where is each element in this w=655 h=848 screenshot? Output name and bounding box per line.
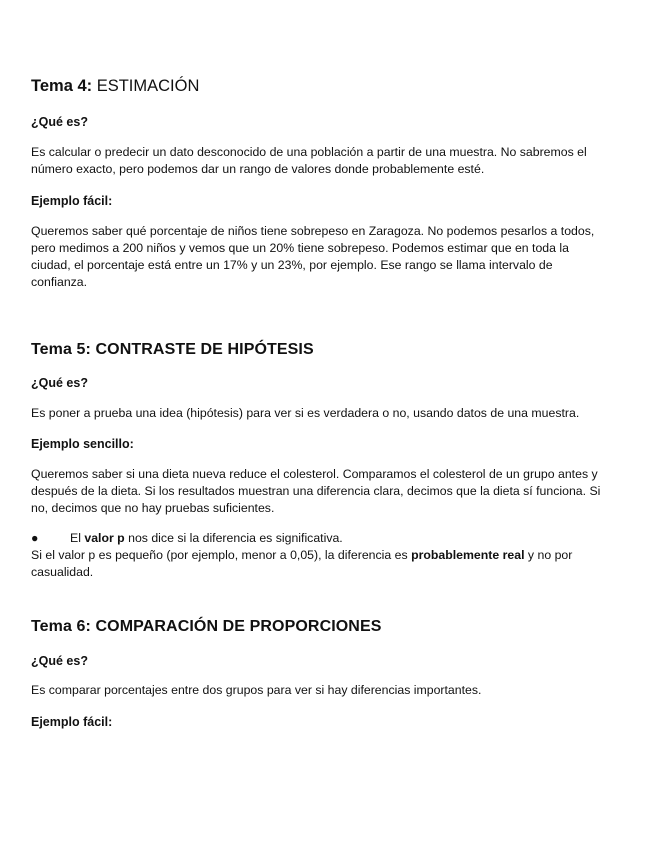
note-bold: probablemente real [411,548,525,562]
tema6-definition [31,682,627,699]
tema4-def-line: Es calcular o predecir un dato desconocido de una población a partir de una muestra. No sabremos el [31,145,587,159]
bullet-text-post: nos dice si la diferencia es significativa. [124,531,343,545]
tema5-heading: Tema 5: CONTRASTE DE HIPÓTESIS [31,341,314,358]
tema4-ejemplo-line: ciudad, el porcentaje está entre un 17% y un 23%, por ejemplo. Ese rango se llama intervalo de [31,258,553,272]
bullet-dot-icon: ● [31,531,39,545]
note-pre: Si el valor p es pequeño (por ejemplo, menor a 0,05), la diferencia es [31,548,412,562]
tema5-bullet-item [31,531,627,548]
tema4-title: ESTIMACIÓN [96,77,200,95]
tema5-definition [31,405,627,422]
tema4-ejemplo-line: pero medimos a 200 niños y vemos que un 20% tiene sobrepeso. Podemos estimar que en toda la [31,241,569,255]
tema4-ejemplo-line: confianza. [31,275,88,289]
tema5-que-es: ¿Qué es? [31,376,88,390]
tema5-ejemplo-line: Queremos saber si una dieta nueva reduce el colesterol. Comparamos el colesterol de un grupo antes y [31,467,598,481]
bullet-text [70,531,343,545]
tema5-ejemplo-line: no, decimos que no hay pruebas suficientes. [31,501,275,515]
tema4-definition [31,144,627,178]
tema4-ejemplo-line: Queremos saber qué porcentaje de niños tiene sobrepeso en Zaragoza. No podemos pesarlos a todos, [31,224,595,238]
tema5-ejemplo-label: Ejemplo sencillo: [31,437,134,451]
tema6-que-es: ¿Qué es? [31,654,88,668]
tema5-def-line: Es poner a prueba una idea (hipótesis) para ver si es verdadera o no, usando datos de una muestra. [31,406,580,420]
tema5-note-line-2: casualidad. [31,565,94,579]
tema4-prefix: Tema 4: [31,77,97,95]
tema6-heading: Tema 6: COMPARACIÓN DE PROPORCIONES [31,618,382,635]
tema4-def-line: número exacto, pero podemos dar un rango de valores donde probablemente esté. [31,162,485,176]
note-post: y no por [524,548,573,562]
tema5-note-line [31,548,572,562]
bullet-text-bold: valor p [84,531,125,545]
tema4-heading [31,77,199,96]
tema6-ejemplo-label: Ejemplo fácil: [31,715,113,729]
tema5-ejemplo [31,466,627,517]
tema4-ejemplo [31,223,627,291]
tema6-def-line: Es comparar porcentajes entre dos grupos para ver si hay diferencias importantes. [31,683,482,697]
tema4-ejemplo-label: Ejemplo fácil: [31,194,113,208]
tema4-que-es: ¿Qué es? [31,115,88,129]
bullet-text-pre: El [70,531,85,545]
tema5-ejemplo-line: después de la dieta. Si los resultados muestran una diferencia clara, decimos que la dieta sí funciona. Si [31,484,601,498]
